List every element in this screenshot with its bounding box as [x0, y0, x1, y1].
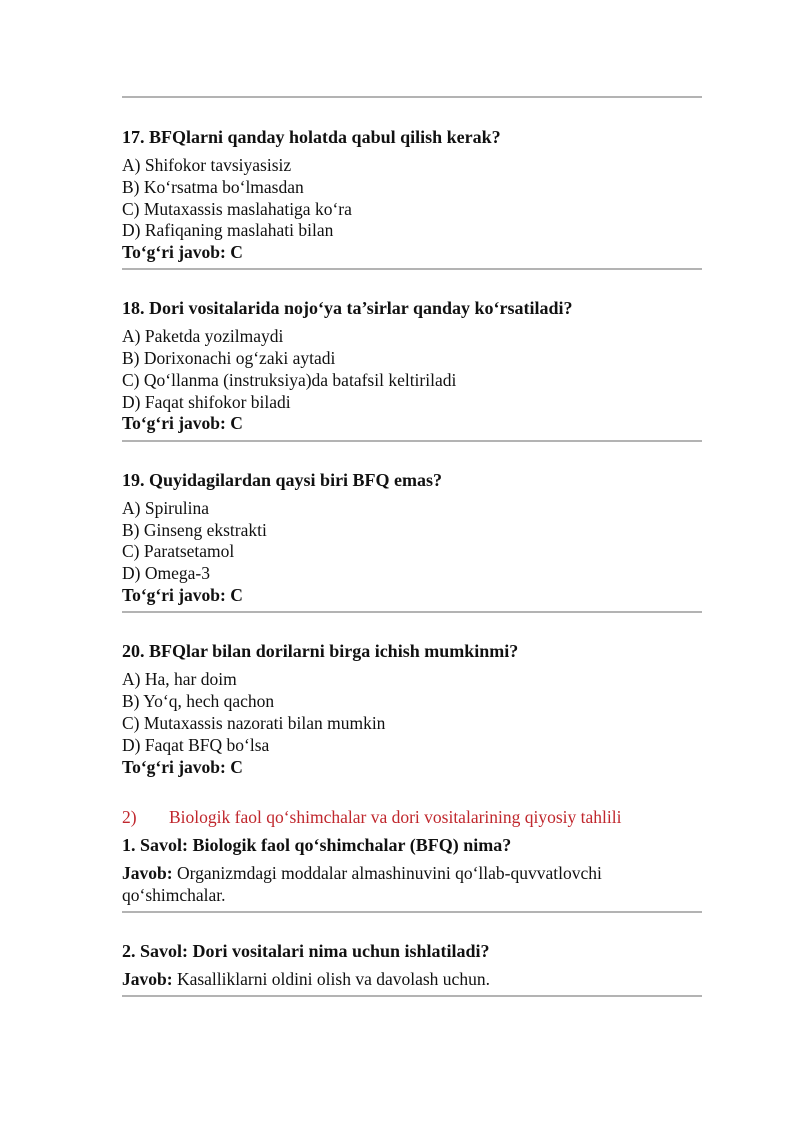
- answer-option: D) Rafiqaning maslahati bilan: [122, 220, 334, 240]
- answer-option: B) Ginseng ekstrakti: [122, 520, 267, 540]
- answer-option: D) Faqat BFQ bo‘lsa: [122, 735, 270, 755]
- qa-answer-text: Kasalliklarni oldini olish va davolash uchun.: [172, 969, 490, 989]
- qa-answer-text: Organizmdagi moddalar almashinuvini qo‘llab-quvvatlovchi qo‘shimchalar.: [122, 863, 602, 905]
- answer-option: B) Ko‘rsatma bo‘lmasdan: [122, 177, 304, 197]
- answer-option: C) Paratsetamol: [122, 541, 235, 561]
- qa-answer-label: Javob:: [122, 969, 173, 989]
- answer-option: D) Faqat shifokor biladi: [122, 392, 291, 412]
- answer-option: C) Mutaxassis nazorati bilan mumkin: [122, 713, 386, 733]
- answer-option: B) Yo‘q, hech qachon: [122, 691, 275, 711]
- correct-answer: To‘g‘ri javob: C: [122, 242, 243, 262]
- question-title: 18. Dori vositalarida nojo‘ya ta’sirlar qanday ko‘rsatiladi?: [122, 298, 573, 318]
- qa-answer: [122, 862, 682, 906]
- divider: [122, 268, 702, 270]
- answer-option: A) Paketda yozilmaydi: [122, 326, 284, 346]
- section-number: 2): [122, 807, 137, 827]
- answer-option: C) Mutaxassis maslahatiga ko‘ra: [122, 199, 352, 219]
- answer-option: A) Spirulina: [122, 498, 210, 518]
- qa-question: 1. Savol: Biologik faol qo‘shimchalar (BFQ) nima?: [122, 835, 512, 855]
- correct-answer: To‘g‘ri javob: C: [122, 757, 243, 777]
- section-title: Biologik faol qo‘shimchalar va dori vositalarining qiyosiy tahlili: [169, 807, 622, 827]
- question-title: 17. BFQlarni qanday holatda qabul qilish kerak?: [122, 127, 501, 147]
- divider: [122, 96, 702, 98]
- qa-answer: [122, 968, 682, 990]
- answer-option: D) Omega-3: [122, 563, 210, 583]
- qa-question: 2. Savol: Dori vositalari nima uchun ishlatiladi?: [122, 941, 490, 961]
- divider: [122, 440, 702, 442]
- answer-option: A) Ha, har doim: [122, 669, 237, 689]
- correct-answer: To‘g‘ri javob: C: [122, 585, 243, 605]
- answer-option: A) Shifokor tavsiyasisiz: [122, 155, 292, 175]
- answer-option: C) Qo‘llanma (instruksiya)da batafsil keltiriladi: [122, 370, 457, 390]
- section-heading: [122, 806, 622, 828]
- question-title: 20. BFQlar bilan dorilarni birga ichish mumkinmi?: [122, 641, 519, 661]
- answer-option: B) Dorixonachi og‘zaki aytadi: [122, 348, 336, 368]
- divider: [122, 995, 702, 997]
- divider: [122, 611, 702, 613]
- correct-answer: To‘g‘ri javob: C: [122, 413, 243, 433]
- qa-answer-label: Javob:: [122, 863, 173, 883]
- question-title: 19. Quyidagilardan qaysi biri BFQ emas?: [122, 470, 443, 490]
- divider: [122, 911, 702, 913]
